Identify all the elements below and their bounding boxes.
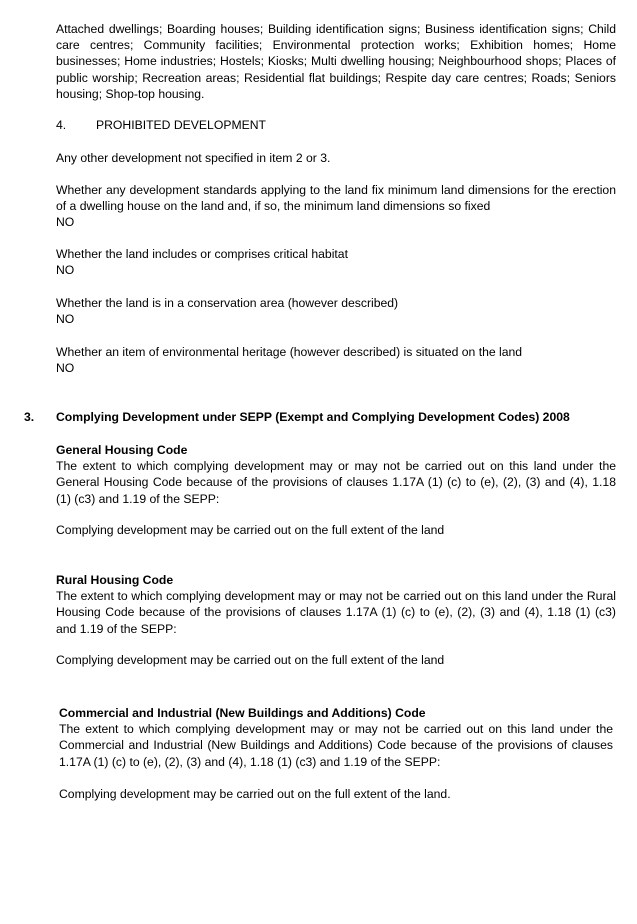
question-min-land-dimensions: [56, 182, 616, 231]
question-environmental-heritage: [56, 344, 616, 376]
section-number: 3.: [24, 410, 35, 424]
question-critical-habitat: [56, 246, 616, 278]
prohibited-item-title: PROHIBITED DEVELOPMENT: [96, 118, 266, 132]
question-answer: NO: [56, 263, 75, 278]
prohibited-description: Any other development not specified in item 2 or 3.: [56, 151, 331, 165]
question-text: Whether the land includes or comprises critical habitat: [56, 247, 348, 261]
question-conservation-area: [56, 295, 616, 327]
question-answer: NO: [56, 361, 75, 376]
question-answer: NO: [56, 312, 75, 327]
code-body: The extent to which complying development may or may not be carried out on this land under the General Housing Code because of the provisions of clauses 1.17A (1) (c) to (e), (2), (3) and (4), 1.18 (1) (c3) and 1.19 of the SEPP:: [56, 459, 616, 506]
commercial-industrial-code-result: Complying development may be carried out on the full extent of the land.: [59, 787, 451, 801]
code-heading: Rural Housing Code: [56, 573, 174, 587]
commercial-industrial-code: [59, 705, 613, 770]
code-body: The extent to which complying development may or may not be carried out on this land under the Rural Housing Code because of the provisions of clauses 1.17A (1) (c) to (e), (2), (3) and (4), 1.18 (1) (c3) and 1.19 of the SEPP:: [56, 589, 616, 636]
permitted-development-list: Attached dwellings; Boarding houses; Building identification signs; Business identification signs; Child care centres; Community facilities; Environmental protection works; Exhibition homes; Home businesses; Home industries; Hostels; Kiosks; Multi dwelling housing; Neighbourhood shops; Places of public worship; Recreation areas; Residential flat buildings; Respite day care centres; Roads; Seniors housing; Shop-top housing.: [56, 22, 616, 101]
question-text: Whether any development standards applying to the land fix minimum land dimensions for the erection of a dwelling house on the land and, if so, the minimum land dimensions so fixed: [56, 183, 616, 214]
question-answer: NO: [56, 215, 75, 230]
rural-housing-code: [56, 572, 616, 637]
prohibited-item-number: 4.: [56, 118, 67, 132]
question-text: Whether the land is in a conservation area (however described): [56, 296, 399, 310]
general-housing-code-result: Complying development may be carried out on the full extent of the land: [56, 523, 445, 537]
code-heading: Commercial and Industrial (New Buildings and Additions) Code: [59, 706, 426, 720]
code-body: The extent to which complying development may or may not be carried out on this land under the Commercial and Industrial (New Buildings and Additions) Code because of the provisions of clauses 1.17A (1) (c) to (e), (2), (3) and (4), 1.18 (1) (c3) and 1.19 of the SEPP:: [59, 722, 613, 769]
code-heading: General Housing Code: [56, 443, 188, 457]
section-title: Complying Development under SEPP (Exempt and Complying Development Codes) 2008: [56, 410, 570, 424]
rural-housing-code-result: Complying development may be carried out on the full extent of the land: [56, 653, 445, 667]
general-housing-code: [56, 442, 616, 507]
question-text: Whether an item of environmental heritage (however described) is situated on the land: [56, 345, 523, 359]
